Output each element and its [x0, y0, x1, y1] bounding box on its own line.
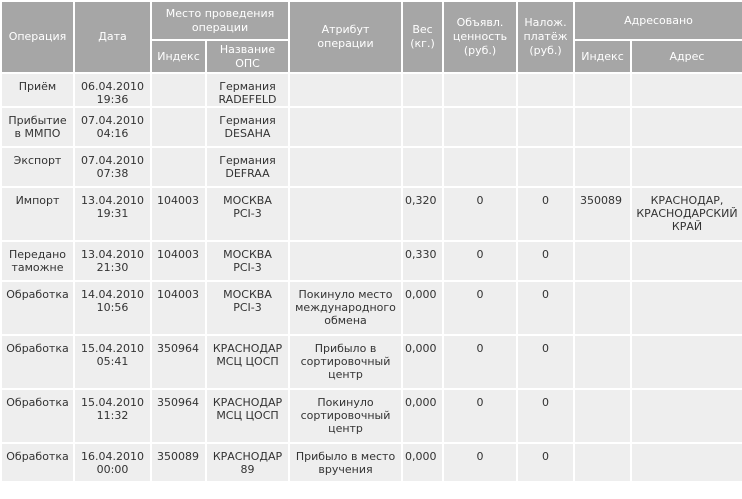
cell-cod: 0 [518, 444, 573, 481]
table-row [2, 336, 742, 388]
cell-address [632, 336, 742, 388]
header-declared-value: Объявл. ценность (руб.) [444, 2, 516, 72]
cell-declared-value: 0 [444, 390, 516, 442]
cell-attribute [290, 242, 401, 280]
header-addressed-address: Адрес [632, 41, 742, 72]
cell-cod: 0 [518, 242, 573, 280]
cell-cod: 0 [518, 336, 573, 388]
cell-date [75, 74, 150, 106]
cell-addressed-index [575, 242, 630, 280]
cell-declared-value [444, 148, 516, 186]
cell-declared-value: 0 [444, 242, 516, 280]
cell-declared-value: 0 [444, 444, 516, 481]
cell-index [152, 74, 205, 106]
cell-operation: Обработка [2, 282, 73, 334]
header-addressed-index: Индекс [575, 41, 630, 72]
cell-weight [403, 108, 442, 146]
cell-ops-name [207, 108, 288, 146]
cell-addressed-index: 350089 [575, 188, 630, 240]
ops-line-2: DESAHA [224, 127, 271, 140]
header-attribute: Атрибут операции [290, 2, 401, 72]
date-text: 14.04.2010 [81, 288, 144, 301]
header-cod: Налож. платёж (руб.) [518, 2, 573, 72]
cell-cod [518, 148, 573, 186]
cell-address [632, 444, 742, 481]
cell-addressed-index [575, 444, 630, 481]
cell-cod [518, 108, 573, 146]
cell-cod [518, 74, 573, 106]
date-text: 15.04.2010 [81, 396, 144, 409]
cell-declared-value [444, 108, 516, 146]
cell-weight: 0,330 [403, 242, 442, 280]
table-row [2, 444, 742, 481]
cell-attribute [290, 74, 401, 106]
cell-operation: Экспорт [2, 148, 73, 186]
cell-ops-name [207, 390, 288, 442]
cell-weight: 0,000 [403, 282, 442, 334]
table-row [2, 188, 742, 240]
cell-index: 104003 [152, 242, 205, 280]
cell-addressed-index [575, 108, 630, 146]
cell-weight: 0,000 [403, 444, 442, 481]
cell-operation: Обработка [2, 390, 73, 442]
cell-attribute [290, 148, 401, 186]
header-weight: Вес (кг.) [403, 2, 442, 72]
date-text: 13.04.2010 [81, 248, 144, 261]
date-text: 16.04.2010 [81, 450, 144, 463]
time-text: 04:16 [96, 127, 129, 140]
date-text: 06.04.2010 [81, 80, 144, 93]
cell-date [75, 188, 150, 240]
date-text: 07.04.2010 [81, 154, 144, 167]
cell-operation: Обработка [2, 336, 73, 388]
cell-ops-name [207, 148, 288, 186]
ops-line-2: PCI-3 [233, 207, 262, 220]
ops-line-2: PCI-3 [233, 301, 262, 314]
cell-addressed-index [575, 74, 630, 106]
header-addressed: Адресовано [575, 2, 742, 39]
header-location-index: Индекс [152, 41, 205, 72]
cell-date [75, 444, 150, 481]
header-location: Место проведения операции [152, 2, 288, 39]
cell-index: 350089 [152, 444, 205, 481]
cell-addressed-index [575, 148, 630, 186]
cell-operation: Прибытие в ММПО [2, 108, 73, 146]
cell-addressed-index [575, 282, 630, 334]
header-location-name: Название ОПС [207, 41, 288, 72]
cell-operation: Передано таможне [2, 242, 73, 280]
cell-weight: 0,320 [403, 188, 442, 240]
time-text: 11:32 [96, 409, 129, 422]
cell-address [632, 148, 742, 186]
cell-weight: 0,000 [403, 390, 442, 442]
table-row [2, 282, 742, 334]
cell-ops-name [207, 188, 288, 240]
cell-index: 350964 [152, 336, 205, 388]
table-row [2, 108, 742, 146]
cell-ops-name [207, 74, 288, 106]
cell-weight [403, 74, 442, 106]
ops-line-1: Германия [219, 154, 276, 167]
cell-declared-value: 0 [444, 336, 516, 388]
cell-index: 104003 [152, 188, 205, 240]
ops-line-2: DEFRAA [225, 167, 270, 180]
cell-cod: 0 [518, 390, 573, 442]
ops-line-1: КРАСНОДАР [212, 342, 283, 355]
cell-cod: 0 [518, 282, 573, 334]
time-text: 19:31 [96, 207, 129, 220]
cell-declared-value [444, 74, 516, 106]
date-text: 13.04.2010 [81, 194, 144, 207]
cell-date [75, 148, 150, 186]
table-row [2, 242, 742, 280]
table-row [2, 390, 742, 442]
ops-line-1: МОСКВА [223, 248, 272, 261]
cell-address [632, 282, 742, 334]
cell-attribute: Прибыло в место вручения [290, 444, 401, 481]
cell-weight: 0,000 [403, 336, 442, 388]
ops-line-1: Германия [219, 114, 276, 127]
cell-date [75, 282, 150, 334]
cell-attribute: Покинуло сортировочный центр [290, 390, 401, 442]
ops-line-1: Германия [219, 80, 276, 93]
cell-attribute: Прибыло в сортировочный центр [290, 336, 401, 388]
time-text: 00:00 [96, 463, 129, 476]
cell-ops-name [207, 282, 288, 334]
cell-index: 350964 [152, 390, 205, 442]
cell-index [152, 108, 205, 146]
cell-operation: Импорт [2, 188, 73, 240]
cell-index [152, 148, 205, 186]
ops-line-2: RADEFELD [218, 93, 277, 106]
cell-ops-name [207, 336, 288, 388]
cell-date [75, 242, 150, 280]
ops-line-2: PCI-3 [233, 261, 262, 274]
cell-ops-name [207, 444, 288, 481]
time-text: 10:56 [96, 301, 129, 314]
cell-date [75, 336, 150, 388]
header-date: Дата [75, 2, 150, 72]
cell-address [632, 108, 742, 146]
ops-line-2: МСЦ ЦОСП [216, 409, 279, 422]
date-text: 15.04.2010 [81, 342, 144, 355]
time-text: 21:30 [96, 261, 129, 274]
cell-cod: 0 [518, 188, 573, 240]
cell-address [632, 74, 742, 106]
cell-weight [403, 148, 442, 186]
cell-attribute [290, 108, 401, 146]
time-text: 05:41 [96, 355, 129, 368]
cell-index: 104003 [152, 282, 205, 334]
table-row [2, 74, 742, 106]
date-text: 07.04.2010 [81, 114, 144, 127]
ops-line-1: КРАСНОДАР [212, 396, 283, 409]
ops-line-1: МОСКВА [223, 194, 272, 207]
time-text: 19:36 [96, 93, 129, 106]
ops-line-2: 89 [240, 463, 255, 476]
ops-line-1: МОСКВА [223, 288, 272, 301]
cell-date [75, 108, 150, 146]
cell-address: КРАСНОДАР, КРАСНОДАРСКИЙ КРАЙ [632, 188, 742, 240]
table-row [2, 148, 742, 186]
time-text: 07:38 [96, 167, 129, 180]
cell-addressed-index [575, 336, 630, 388]
cell-address [632, 242, 742, 280]
ops-line-2: МСЦ ЦОСП [216, 355, 279, 368]
cell-date [75, 390, 150, 442]
cell-declared-value: 0 [444, 282, 516, 334]
cell-address [632, 390, 742, 442]
ops-line-1: КРАСНОДАР [212, 450, 283, 463]
cell-operation: Приём [2, 74, 73, 106]
cell-addressed-index [575, 390, 630, 442]
cell-declared-value: 0 [444, 188, 516, 240]
cell-attribute: Покинуло место международного обмена [290, 282, 401, 334]
cell-attribute [290, 188, 401, 240]
header-operation: Операция [2, 2, 73, 72]
cell-ops-name [207, 242, 288, 280]
cell-operation: Обработка [2, 444, 73, 481]
